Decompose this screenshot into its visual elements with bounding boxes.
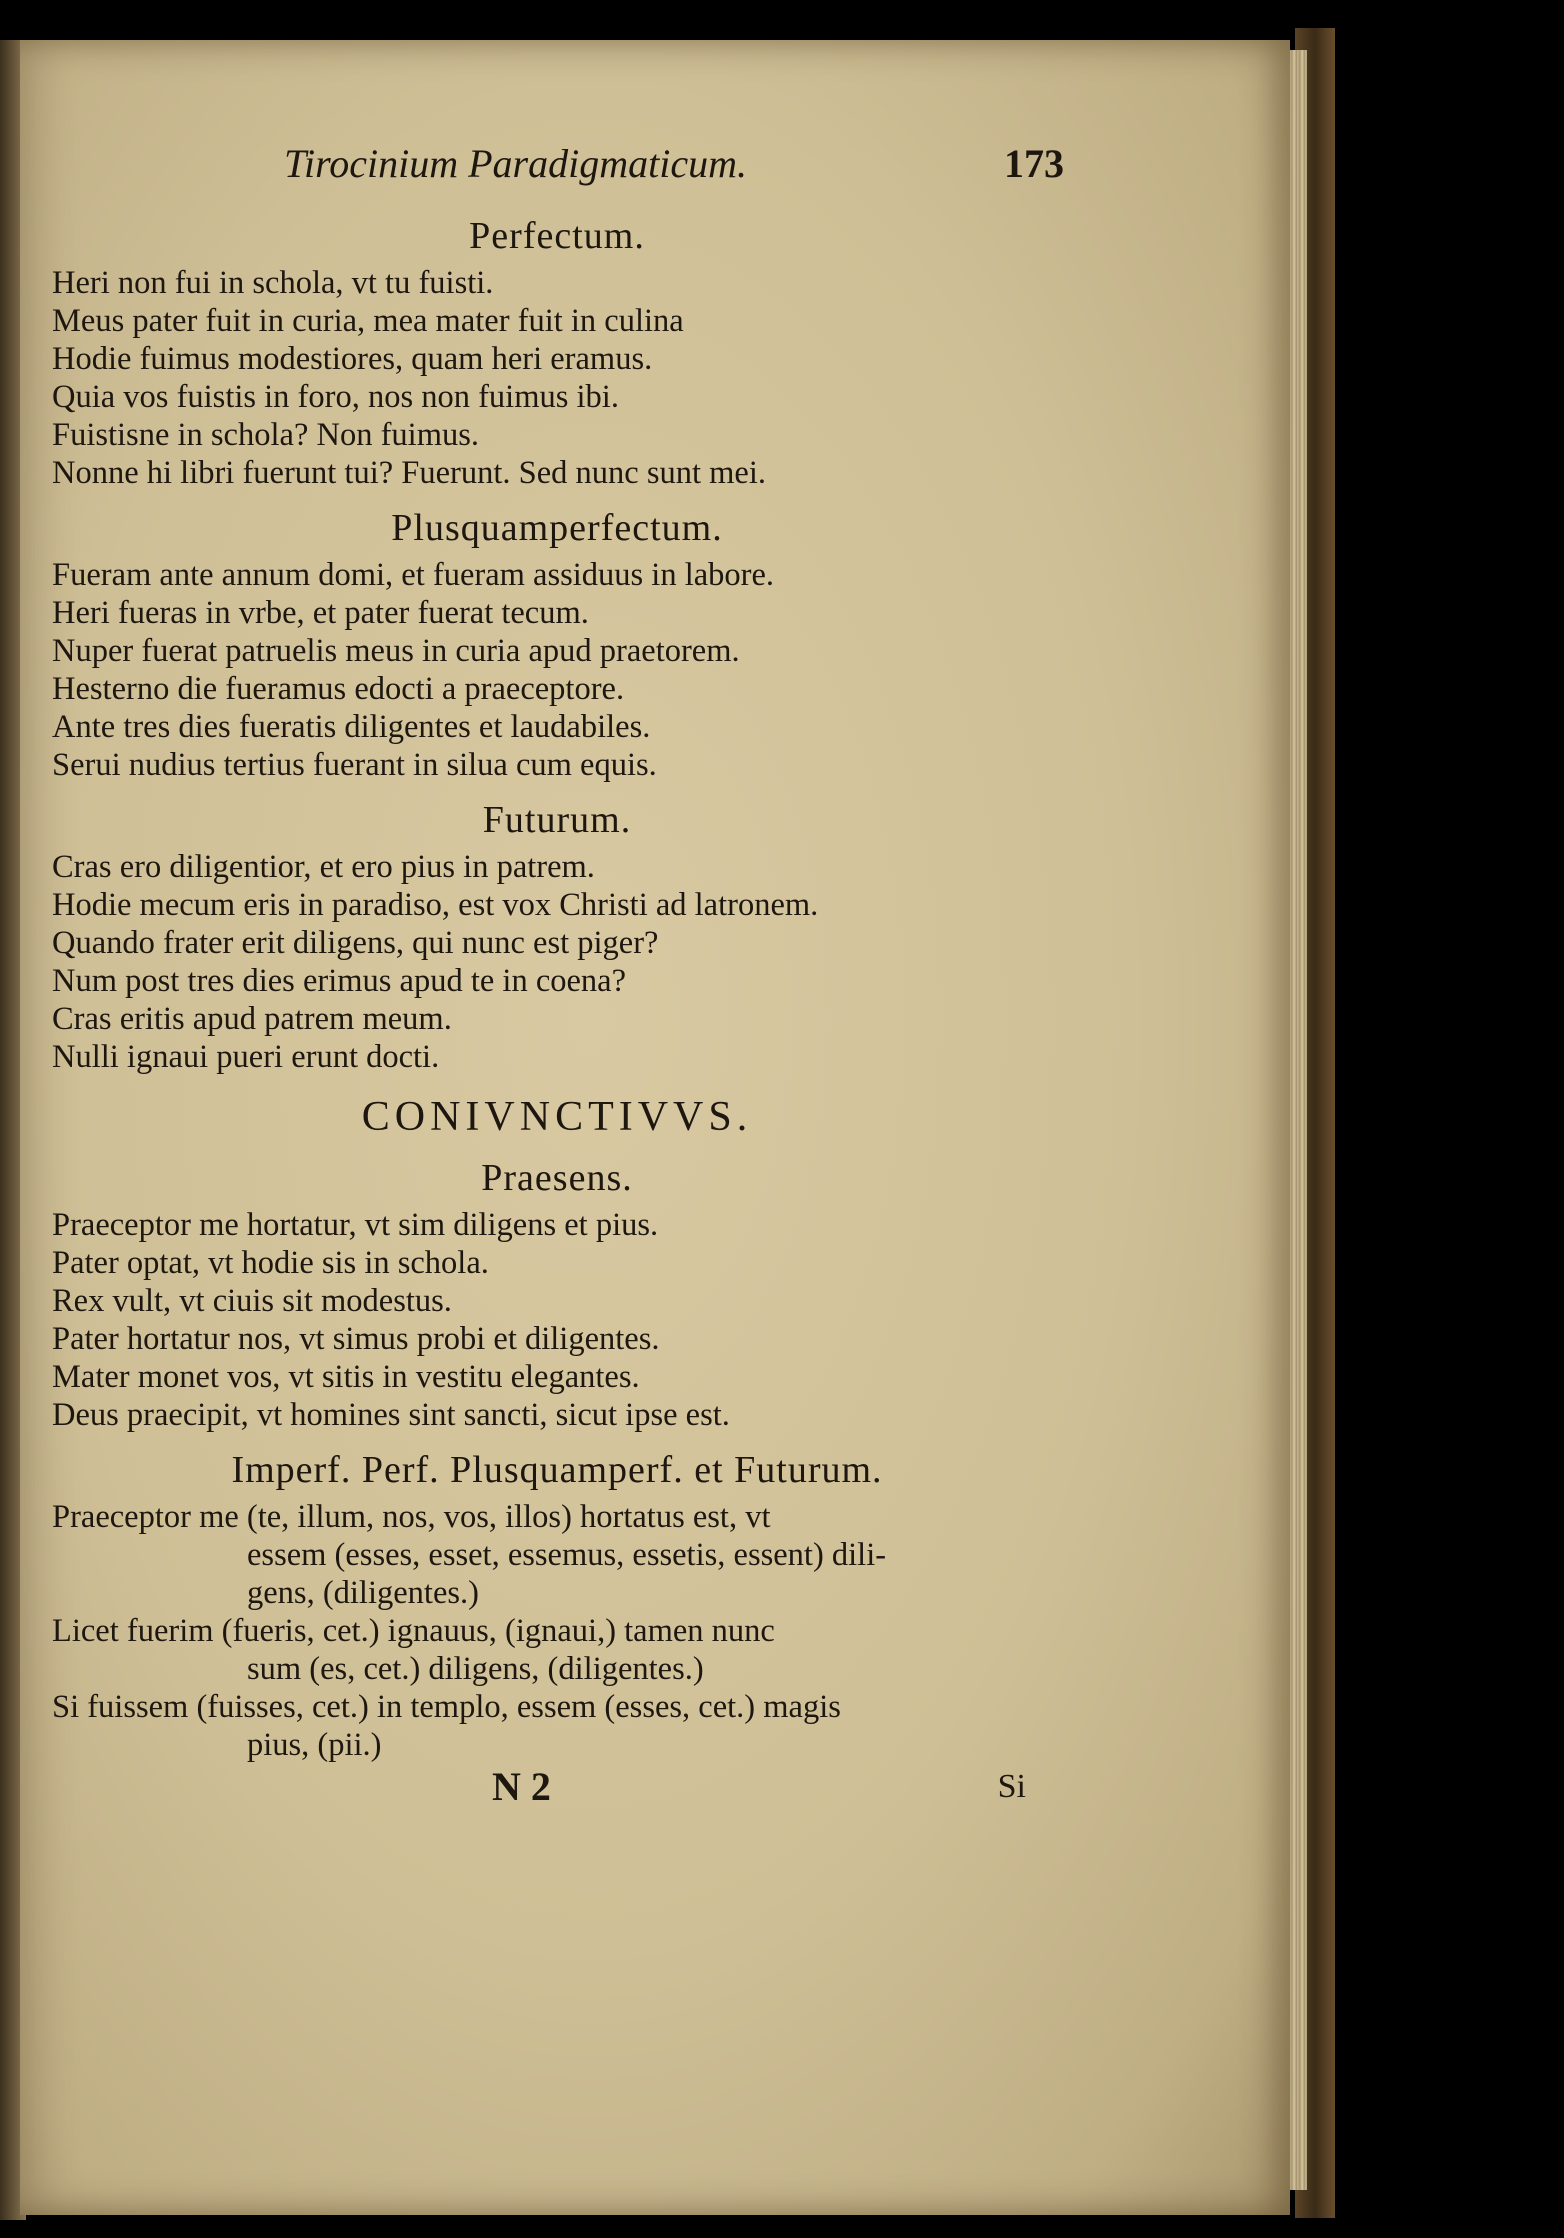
text-line: Deus praecipit, vt homines sint sancti, sicut ipse est. [52,1397,730,1433]
text-line: Fuistisne in schola? Non fuimus. [52,417,479,453]
text-line: Heri fueras in vrbe, et pater fuerat tecum. [52,595,589,631]
section-heading-imperfectum-etc: Imperf. Perf. Plusquamperf. et Futurum. [231,1449,883,1491]
text-line: Meus pater fuit in curia, mea mater fuit in culina [52,303,684,339]
text-line: Num post tres dies erimus apud te in coena? [52,963,627,999]
page-footer [52,1764,1062,1809]
section-heading-futurum: Futurum. [482,799,632,841]
text-line: Hodie mecum eris in paradiso, est vox Christi ad latronem. [52,887,819,923]
text-line: Mater monet vos, vt sitis in vestitu elegantes. [52,1359,640,1395]
text-line: sum (es, cet.) diligens, (diligentes.) [247,1651,704,1687]
text-line: Pater optat, vt hodie sis in schola. [52,1245,489,1281]
text-line: Cras eritis apud patrem meum. [52,1001,452,1037]
text-line: Ante tres dies fueratis diligentes et laudabiles. [52,709,651,745]
text-line: gens, (diligentes.) [247,1575,479,1611]
text-line: Rex vult, vt ciuis sit modestus. [52,1283,452,1319]
text-line: Nulli ignaui pueri erunt docti. [52,1039,440,1075]
section-heading-perfectum: Perfectum. [469,215,645,257]
running-head-title: Tirocinium Paradigmaticum. [284,141,747,186]
signature-mark: N 2 [492,1764,551,1809]
text-line: Hesterno die fueramus edocti a praeceptore. [52,671,625,707]
text-line: Pater hortatur nos, vt simus probi et diligentes. [52,1321,660,1357]
catchword: Si [997,1768,1026,1805]
text-line: Si fuissem (fuisses, cet.) in templo, essem (esses, cet.) magis [52,1689,841,1725]
text-line: Nonne hi libri fuerunt tui? Fuerunt. Sed nunc sunt mei. [52,455,766,491]
text-line: Quando frater erit diligens, qui nunc est piger? [52,925,659,961]
text-line: Fueram ante annum domi, et fueram assiduus in labore. [52,557,775,593]
text-line: Praeceptor me hortatur, vt sim diligens et pius. [52,1207,659,1243]
text-line: Licet fuerim (fueris, cet.) ignauus, (ignaui,) tamen nunc [52,1613,775,1649]
text-line: pius, (pii.) [247,1727,382,1763]
section-heading-praesens: Praesens. [481,1157,633,1199]
text-line: Praeceptor me (te, illum, nos, vos, illos) hortatus est, vt [52,1499,771,1535]
text-line: Serui nudius tertius fuerant in silua cum equis. [52,747,657,783]
text-line: Quia vos fuistis in foro, nos non fuimus ibi. [52,379,619,415]
text-line: essem (esses, esset, essemus, essetis, essent) dili- [247,1537,887,1573]
mood-heading: CONIVNCTIVVS. [361,1094,753,1140]
text-line: Hodie fuimus modestiores, quam heri eramus. [52,341,653,377]
page-number: 173 [1004,141,1064,186]
text-line: Nuper fuerat patruelis meus in curia apud praetorem. [52,633,740,669]
text-line: Cras ero diligentior, et ero pius in patrem. [52,849,595,885]
page-text [52,140,1064,1809]
section-heading-plusquamperfectum: Plusquamperfectum. [391,507,723,549]
text-line: Heri non fui in schola, vt tu fuisti. [52,265,494,301]
running-head [52,140,1062,200]
